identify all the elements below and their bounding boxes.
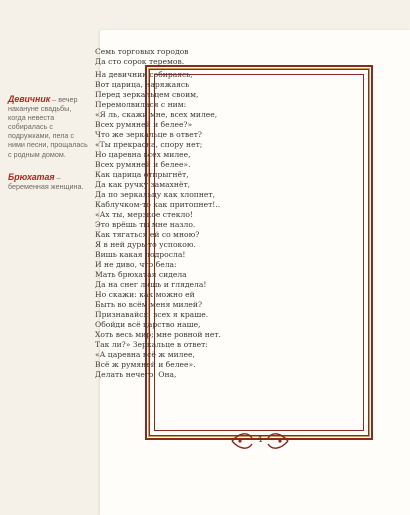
poem-text (95, 47, 265, 383)
poem-line: «Ах ты, мерзкое стекло! (95, 210, 193, 219)
poem-line: «А царевна всё ж милее, (95, 350, 195, 359)
margin-note-devichnik (8, 95, 90, 159)
poem-line: Каблучком-то как притопнет!.. (95, 200, 221, 209)
poem-line: Но царевна всех милее, (95, 150, 191, 159)
poem-line: Всех румяней и белее». (95, 160, 191, 169)
poem-line: Всё ж румяней и белее». (95, 360, 196, 369)
poem-line: «Я ль, скажи мне, всех милее, (95, 110, 218, 119)
poem-line: Быть во всём меня милей? (95, 300, 203, 309)
poem-line: Делать нечего. Она, (95, 370, 177, 379)
poem-line: Мать брюхатая сидела (95, 270, 187, 279)
poem-line: Перед зеркальцем своим, (95, 90, 199, 99)
poem-line: Но скажи: как можно ей (95, 290, 195, 299)
poem-line: Перемолвилася с ним: (95, 100, 187, 109)
poem-stanza (95, 70, 265, 380)
poem-line: Хоть весь мир; мне ровной нет. (95, 330, 221, 339)
poem-line: «Ты прекрасна, спору нет; (95, 140, 203, 149)
poem-line: На девичник собираясь, (95, 70, 193, 79)
page-number: 4 (257, 435, 263, 445)
poem-line: Да как ручку замахнёт, (95, 180, 191, 189)
poem-line: Как тягаться ей со мною? (95, 230, 200, 239)
poem-line: Так ли?» Зеркальце в ответ: (95, 340, 208, 349)
margin-notes (8, 95, 90, 205)
poem-line: И не диво, что бела: (95, 260, 177, 269)
poem-line: Семь торговых городов (95, 47, 189, 56)
poem-line: Признавайся: всех я краше. (95, 310, 209, 319)
poem-line: Всех румяней и белее?» (95, 120, 193, 129)
poem-line: Да на снег лишь и глядела! (95, 280, 207, 289)
poem-line: Да по зеркальцу как хлопнет, (95, 190, 215, 199)
poem-line: Что же зеркальце в ответ? (95, 130, 202, 139)
poem-line: Вот царица, наряжаясь (95, 80, 190, 89)
poem-line: Это врёшь ты мне назло. (95, 220, 196, 229)
poem-line: Как царица отпрыгнёт, (95, 170, 189, 179)
note-definition: – беременная женщина. (8, 172, 84, 191)
note-definition: – вечер накануне свадьбы, когда невеста собиралась с подружками, пела с ними песни, прощалась с родным домом. (8, 95, 88, 159)
poem-line: Я в ней дурь-то успокою. (95, 240, 196, 249)
margin-note-bryukhataya (8, 173, 90, 191)
note-term: Девичник (8, 94, 51, 104)
poem-line: Обойди всё царство наше, (95, 320, 201, 329)
poem-line: Да сто сорок теремов. (95, 57, 185, 66)
poem-stanza (95, 47, 265, 67)
note-term: Брюхатая (8, 171, 55, 182)
poem-line: Вишь какая подросла! (95, 250, 186, 259)
